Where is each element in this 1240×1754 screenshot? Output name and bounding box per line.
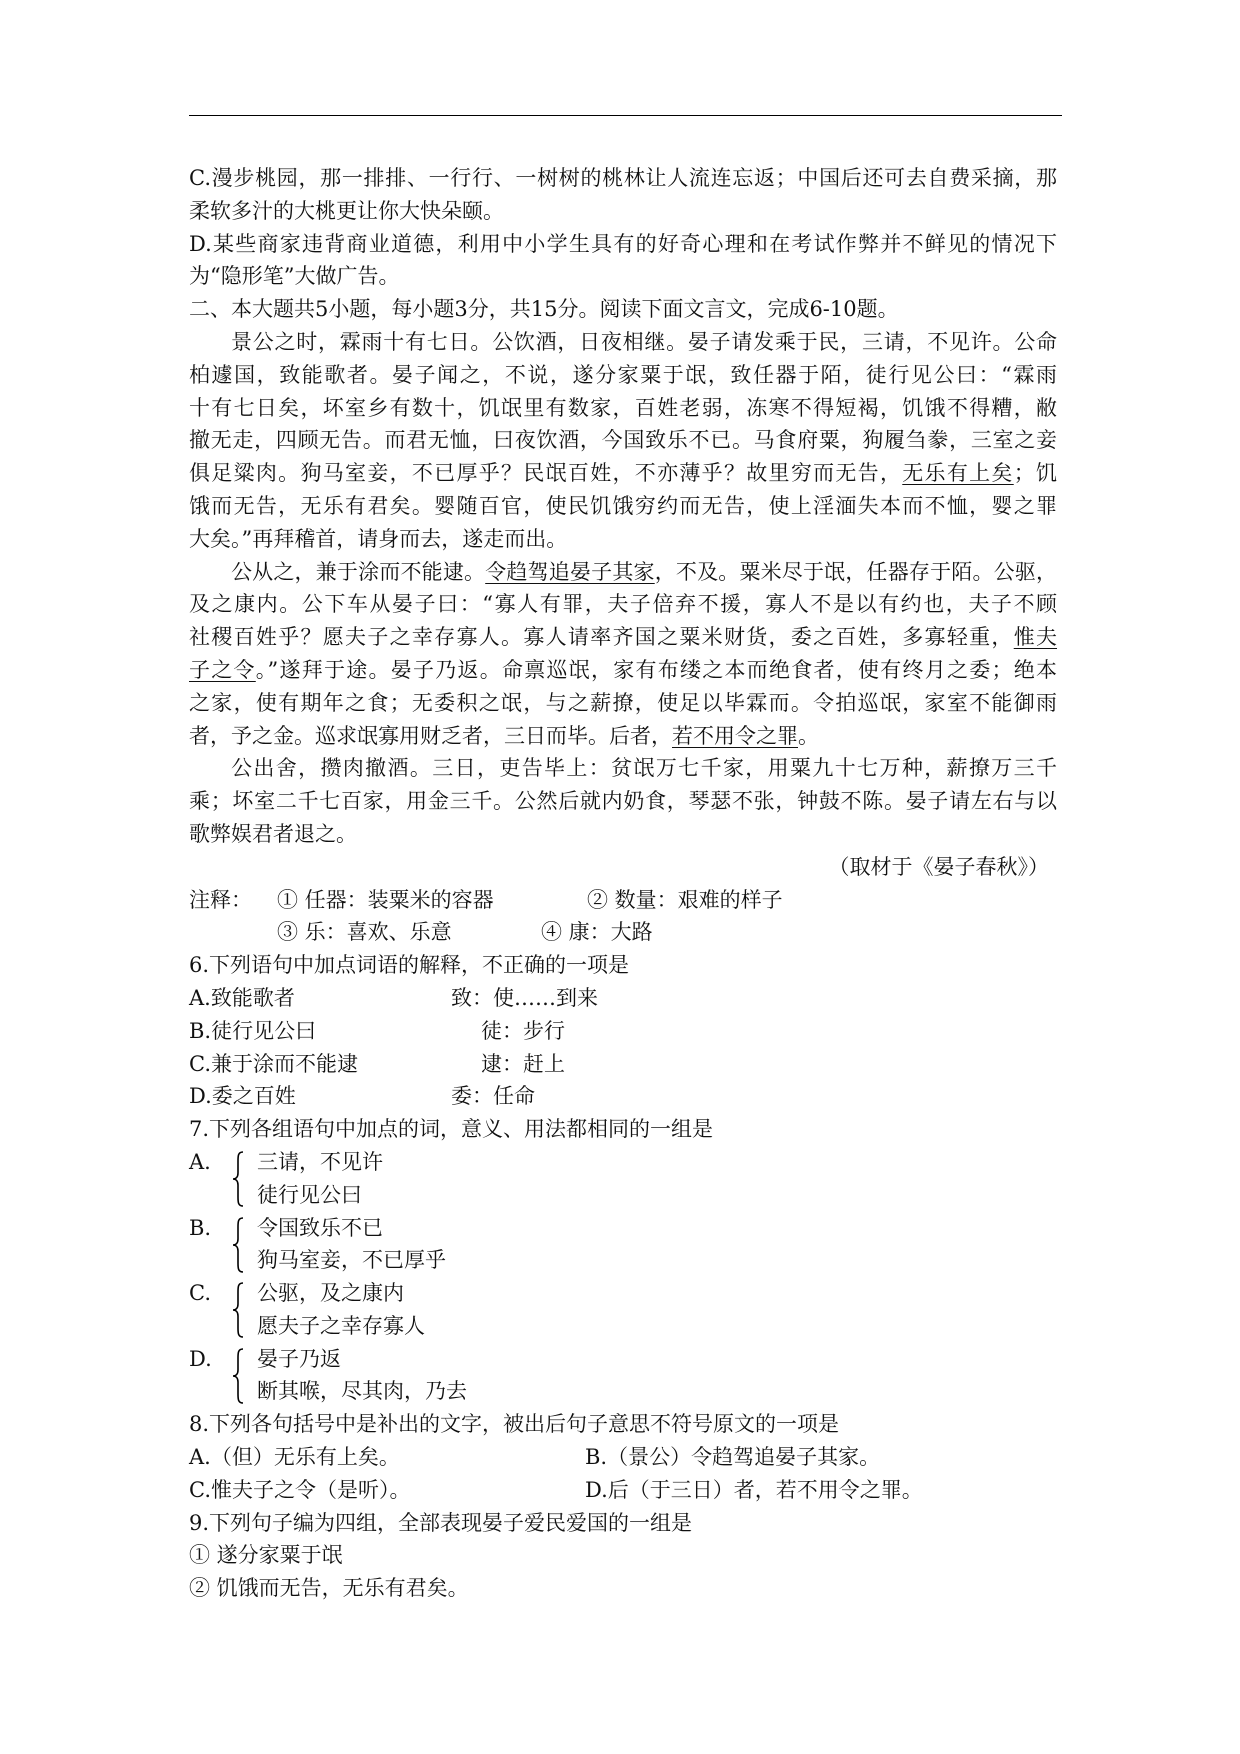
q6-option-explanation: 逮：赶上 (481, 1051, 565, 1076)
q6-option-sentence: D.委之百姓 (189, 1084, 296, 1109)
q5-option-d-line: D.某些商家违背商业道德，利用中小学生具有的好奇心理和在考试作弊并不鲜见的情况下 (189, 231, 1057, 256)
q8-stem: 8.下列各句括号中是补出的文字，被出后句子意思不符号原文的一项是 (189, 1412, 840, 1437)
q6-option-sentence: C.兼于涂而不能逮 (189, 1051, 358, 1076)
passage-line (189, 457, 1057, 490)
q7-option-line: 愿夫子之幸存寡人 (257, 1313, 425, 1338)
passage-text: ；饥 (1013, 461, 1058, 486)
header-rule (189, 115, 1062, 116)
section-heading: 二、本大题共5小题，每小题3分，共15分。阅读下面文言文，完成6-10题。 (189, 297, 899, 322)
passage-text: 公从之，兼于涂而不能逮。 (231, 559, 486, 584)
passage-line: 柏遽国，致能歌者。晏子闻之，不说，遂分家粟于氓，致任器于陌，徒行见公曰：“霖雨 (189, 362, 1057, 387)
passage-line: 景公之时，霖雨十有七日。公饮酒，日夜相继。晏子请发乘于民，三请，不见许。公命 (231, 329, 1057, 354)
passage-line (189, 621, 1057, 654)
passage-line (189, 556, 1057, 589)
note-item: ④ 康：大路 (541, 920, 653, 945)
notes-row (189, 916, 1057, 949)
q7-option-line: 三请，不见许 (257, 1149, 383, 1174)
q6-option-explanation: 委：任命 (451, 1084, 535, 1109)
q8-option-row (189, 1474, 1057, 1507)
note-item: ③ 乐：喜欢、乐意 (277, 920, 452, 945)
passage-line: 饿而无告，无乐有君矣。婴随百官，使民饥饿穷约而无告，使上淫湎失本而不恤，婴之罪 (189, 493, 1057, 518)
q7-option-line: 公驱，及之康内 (257, 1281, 404, 1306)
passage-line: 十有七日矣，坏室乡有数十，饥氓里有数家，百姓老弱，冻寒不得短褐，饥饿不得糟，敝 (189, 395, 1057, 420)
passage-line: 大矣。”再拜稽首，请身而去，遂走而出。 (189, 526, 568, 551)
q7-option-line: 狗马室妾，不已厚乎 (257, 1248, 446, 1273)
q6-option-sentence: A.致能歌者 (189, 985, 295, 1010)
underlined-phrase: 子之令 (189, 657, 256, 682)
note-item: ② 数量：艰难的样子 (587, 887, 783, 912)
q7-option-line: 令国致乐不已 (257, 1215, 383, 1240)
brace-icon (231, 1150, 245, 1208)
passage-text: 俱足粱肉。狗马室妾，不已厚乎？民氓百姓，不亦薄乎？故里穷而无告， (189, 461, 903, 486)
q6-option (189, 982, 1057, 1015)
q8-option: A.（但）无乐有上矣。 (189, 1445, 400, 1470)
passage-line: 及之康内。公下车从晏子曰：“寡人有罪，夫子倍弃不援，寡人不是以有约也，夫子不顾 (189, 592, 1057, 617)
q8-option: D.后（于三日）者，若不用令之罪。 (585, 1477, 923, 1502)
underlined-phrase: 令趋驾追晏子其家 (485, 559, 655, 584)
q8-option: B.（景公）令趋驾追晏子其家。 (585, 1445, 881, 1470)
q7-option-line: 断其喉，尽其肉，乃去 (257, 1379, 467, 1404)
q7-option-label: D. (189, 1346, 212, 1371)
q6-stem: 6.下列语句中加点词语的解释，不正确的一项是 (189, 953, 630, 978)
exam-page-body (189, 162, 1057, 1605)
q9-stem: 9.下列句子编为四组，全部表现晏子爱民爱国的一组是 (189, 1510, 693, 1535)
note-item: ① 任器：装粟米的容器 (277, 887, 494, 912)
passage-line: 之家，使有期年之食；无委积之氓，与之薪撩，使足以毕霖而。令拍巡氓，家室不能御雨 (189, 690, 1057, 715)
brace-icon (231, 1281, 245, 1339)
q8-option: C.惟夫子之令（是听）。 (189, 1477, 411, 1502)
passage-line: 乘；坏室二千七百家，用金三千。公然后就内奶食，琴瑟不张，钟鼓不陈。晏子请左右与以 (189, 789, 1057, 814)
q5-option-c-line: C.漫步桃园，那一排排、一行行、一树树的桃林让人流连忘返；中国后还可去自费采摘，那 (189, 166, 1057, 190)
q7-stem: 7.下列各组语句中加点的词，意义、用法都相同的一组是 (189, 1117, 714, 1142)
passage-text: ，不及。粟米尽于氓，任器存于陌。公驱， (654, 559, 1058, 584)
q5-option-d-line: 为“隐形笔”大做广告。 (189, 264, 400, 289)
passage-text: 社稷百姓乎？愿夫子之幸存寡人。寡人请率齐国之粟米财货，委之百姓，多寡轻重， (189, 625, 1014, 650)
q6-option-sentence: B.徒行见公曰 (189, 1018, 317, 1043)
q7-option (189, 1277, 1057, 1343)
q9-item: ② 饥饿而无告，无乐有君矣。 (189, 1576, 469, 1601)
passage-line (189, 654, 1057, 687)
q6-option-explanation: 徒：步行 (481, 1018, 565, 1043)
q7-option-line: 晏子乃返 (257, 1346, 341, 1371)
q6-option-explanation: 致：使……到来 (451, 985, 598, 1010)
passage-source: （取材于《晏子春秋》） (828, 854, 1049, 879)
q5-option-c-line: 柔软多汁的大桃更让你大快朵颐。 (189, 198, 504, 223)
q7-option (189, 1343, 1057, 1409)
notes-label: 注释： (189, 887, 252, 912)
underlined-phrase: 无乐有上矣 (902, 461, 1014, 486)
brace-icon (231, 1347, 245, 1405)
underlined-phrase: 惟夫 (1013, 625, 1058, 650)
passage-text: 。 (798, 723, 819, 748)
passage-text: 。”遂拜于途。晏子乃返。命禀巡氓，家有布缕之本而绝食者，使有终月之委；绝本 (255, 657, 1058, 682)
q7-option-label: B. (189, 1215, 212, 1240)
q7-option-line: 徒行见公曰 (257, 1182, 362, 1207)
passage-text: 者，予之金。巡求氓寡用财乏者，三日而毕。后者， (189, 723, 672, 748)
q6-option (189, 1080, 1057, 1113)
q7-option-label: C. (189, 1281, 211, 1306)
q8-option-row (189, 1441, 1057, 1474)
brace-icon (231, 1216, 245, 1274)
q7-option-label: A. (189, 1149, 211, 1174)
passage-line: 歌弊娱君者退之。 (189, 821, 357, 846)
q9-item: ① 遂分家粟于氓 (189, 1543, 343, 1568)
q6-option (189, 1015, 1057, 1048)
underlined-phrase: 若不用令之罪 (672, 723, 798, 748)
passage-line (189, 720, 1057, 753)
q7-option (189, 1212, 1057, 1278)
passage-line: 公出舍，攒肉撤酒。三日，吏告毕上：贫氓万七千家，用粟九十七万种，薪撩万三千 (231, 756, 1057, 781)
q7-option (189, 1146, 1057, 1212)
notes-row (189, 884, 1057, 917)
passage-line: 撤无走，四顾无告。而君无恤，曰夜饮酒，今国致乐不已。马食府粟，狗履刍豢，三室之妾 (189, 428, 1057, 453)
q6-option (189, 1048, 1057, 1081)
